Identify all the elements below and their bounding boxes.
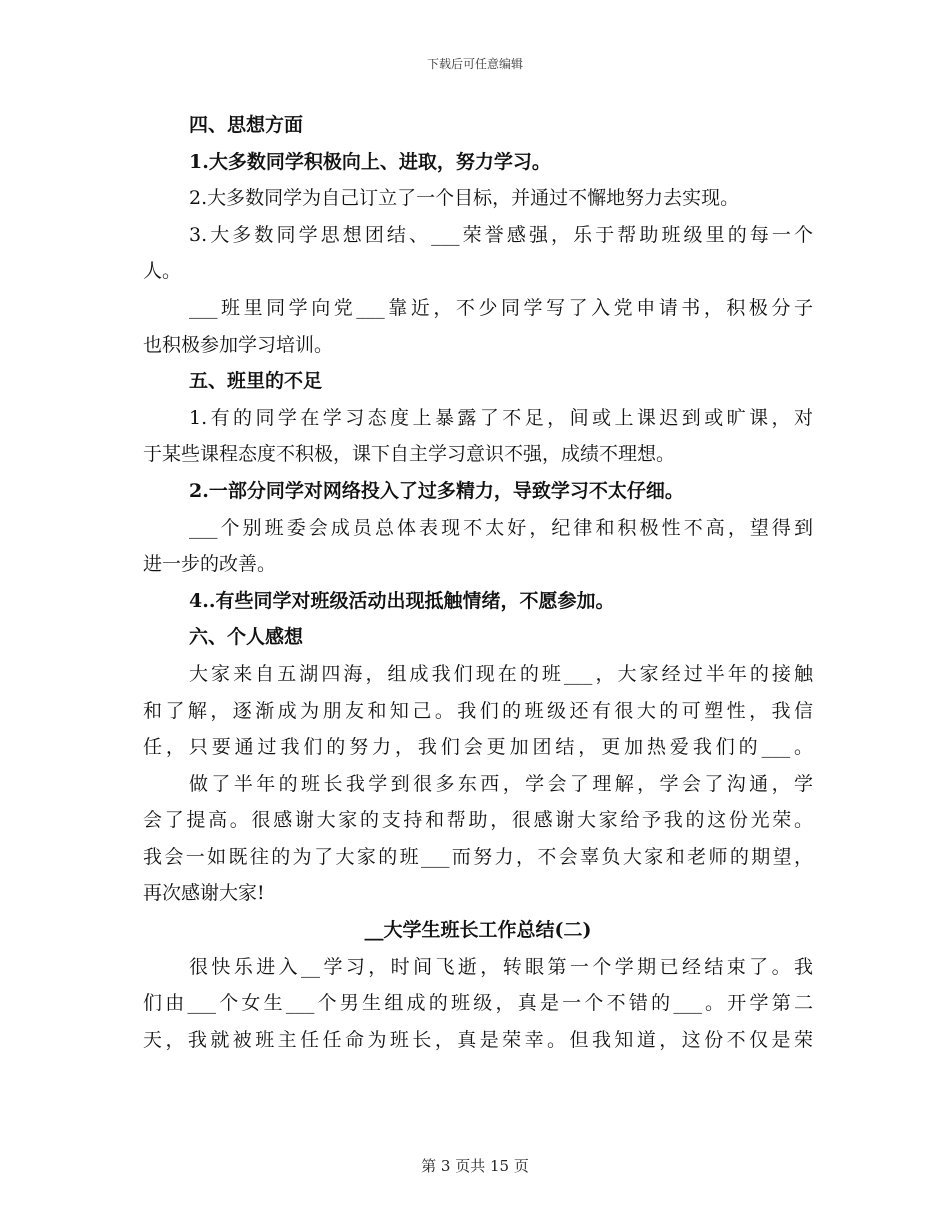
paragraph-line: 们由___个女生___个男生组成的班级，真是一个不错的___。开学第二 — [143, 992, 813, 1015]
page-number: 第 3 页共 15 页 — [421, 1157, 529, 1175]
paragraph-line: ___班里同学向党___靠近，不少同学写了入党申请书，积极分子 — [189, 296, 813, 319]
paragraph-line: 做了半年的班长我学到很多东西，学会了理解，学会了沟通，学 — [189, 772, 813, 795]
paragraph-line: 2.一部分同学对网络投入了过多精力，导致学习不太仔细。 — [189, 479, 684, 502]
article-title: __大学生班长工作总结(二) — [364, 919, 592, 942]
paragraph-line: 进一步的改善。 — [143, 553, 277, 576]
paragraph-line: 3.大多数同学思想团结、___荣誉感强，乐于帮助班级里的每一个 — [189, 223, 813, 246]
paragraph-line: 4..有些同学对班级活动出现抵触情绪，不愿参加。 — [189, 589, 615, 612]
document-body — [143, 107, 813, 1058]
paragraph-line: 人。 — [143, 260, 182, 283]
paragraph-line: 我会一如既往的为了大家的班___而努力，不会辜负大家和老师的期望， — [143, 845, 813, 868]
section-heading-thought: 四、思想方面 — [189, 114, 304, 136]
paragraph-line: 再次感谢大家! — [143, 882, 265, 905]
paragraph-line: 会了提高。很感谢大家的支持和帮助，很感谢大家给予我的这份光荣。 — [143, 809, 813, 832]
paragraph-line: 很快乐进入__学习，时间飞逝，转眼第一个学期已经结束了。我 — [189, 955, 813, 978]
page-header-note: 下载后可任意编辑 — [426, 57, 523, 71]
section-heading-reflections: 六、个人感想 — [189, 626, 304, 649]
paragraph-line: 1.有的同学在学习态度上暴露了不足，间或上课迟到或旷课，对 — [189, 406, 813, 429]
paragraph-line: 和了解，逐渐成为朋友和知己。我们的班级还有很大的可塑性，我信 — [143, 699, 813, 722]
paragraph-line: 1.大多数同学积极向上、进取，努力学习。 — [189, 150, 551, 173]
paragraph-line: 天，我就被班主任任命为班长，真是荣幸。但我知道，这份不仅是荣 — [143, 1028, 813, 1051]
section-heading-shortcomings: 五、班里的不足 — [189, 370, 323, 393]
paragraph-line: 大家来自五湖四海，组成我们现在的班___，大家经过半年的接触 — [189, 662, 813, 685]
paragraph-line: 任，只要通过我们的努力，我们会更加团结，更加热爱我们的___。 — [143, 736, 813, 759]
paragraph-line: 也积极参加学习培训。 — [143, 333, 334, 356]
paragraph-line: 于某些课程态度不积极，课下自主学习意识不强，成绩不理想。 — [143, 443, 676, 466]
paragraph-line: 2.大多数同学为自己订立了一个目标，并通过不懈地努力去实现。 — [189, 187, 740, 210]
paragraph-line: ___个别班委会成员总体表现不太好，纪律和积极性不高，望得到 — [189, 516, 813, 539]
